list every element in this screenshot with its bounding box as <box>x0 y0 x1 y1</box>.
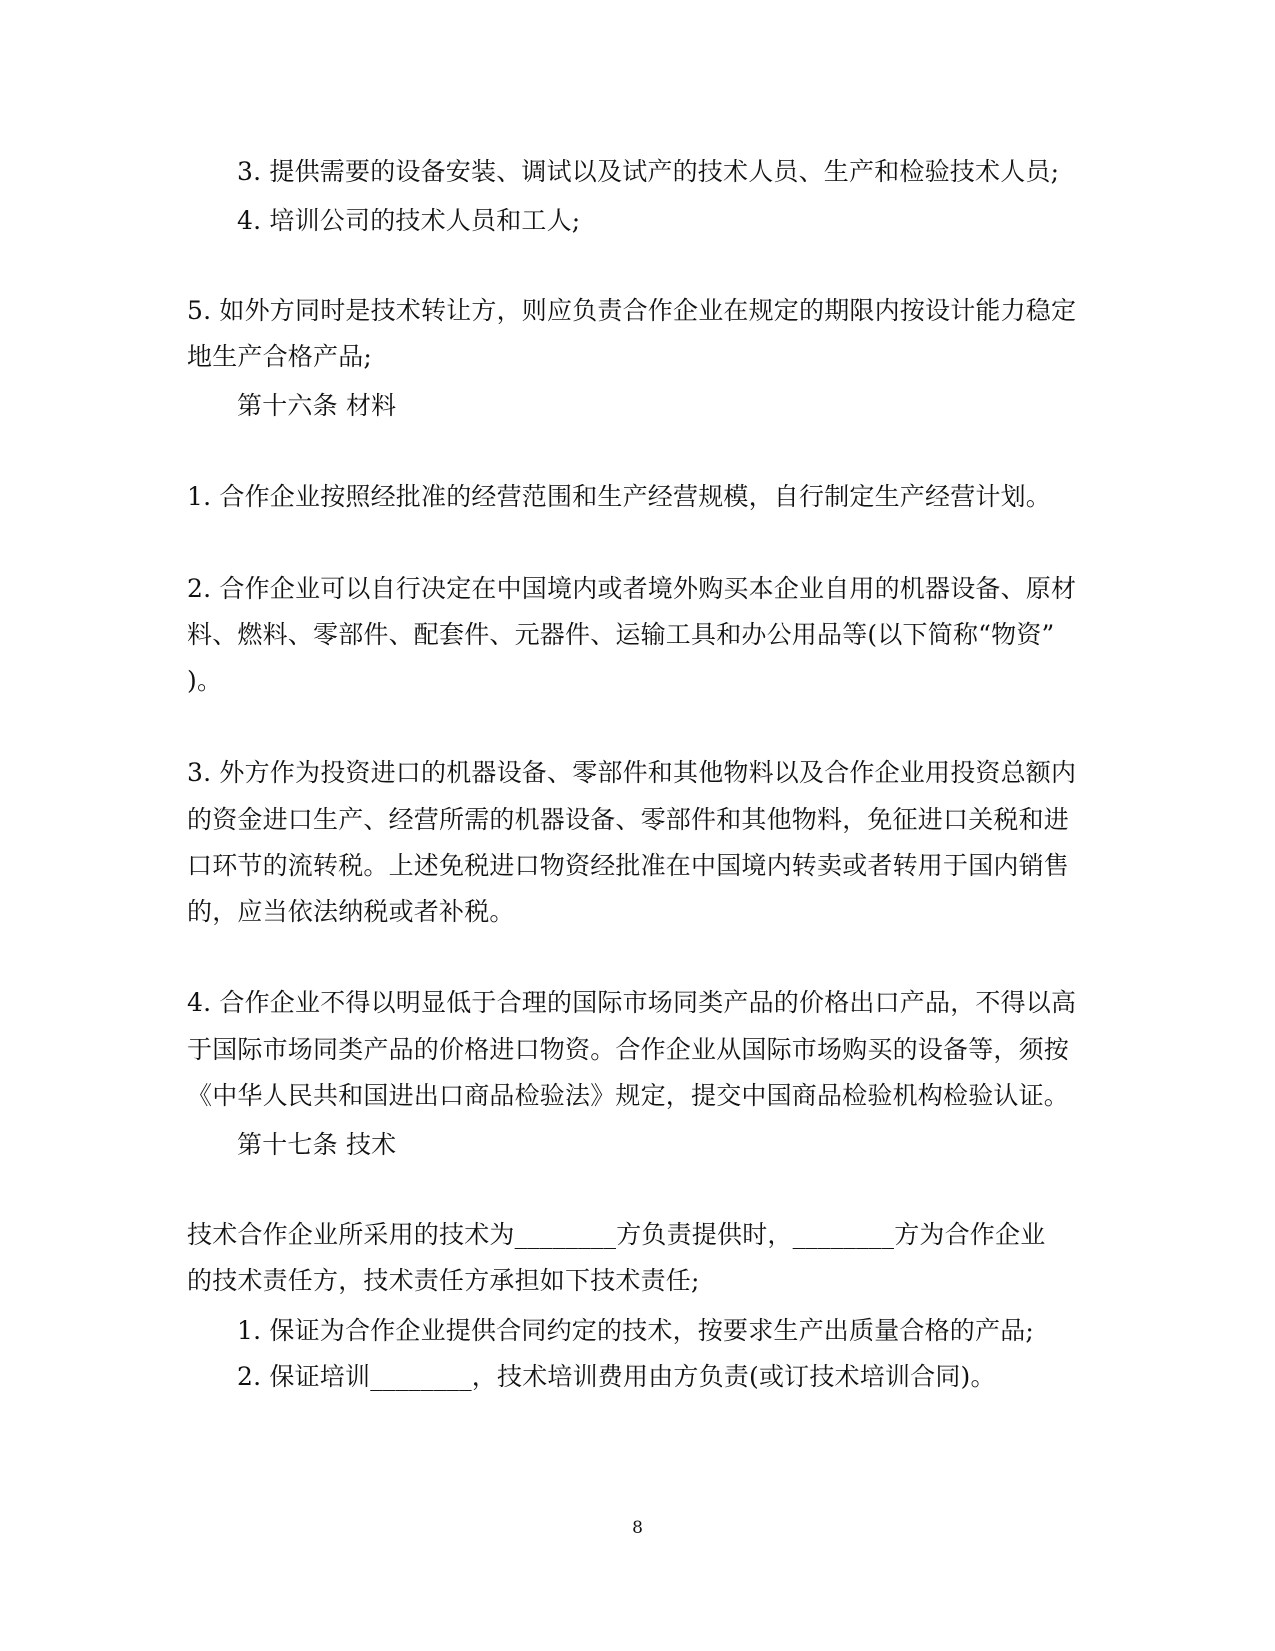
text-line: 4. 培训公司的技术人员和工人; <box>237 206 581 235</box>
text-line: 2. 合作企业可以自行决定在中国境内或者境外购买本企业自用的机器设备、原材 <box>187 574 1077 603</box>
section-heading: 第十七条 技术 <box>237 1130 397 1159</box>
text-line: 于国际市场同类产品的价格进口物资。合作企业从国际市场购买的设备等，须按 <box>187 1035 1070 1064</box>
text-line: 5. 如外方同时是技术转让方，则应负责合作企业在规定的期限内按设计能力稳定 <box>187 296 1077 325</box>
text-line: 的资金进口生产、经营所需的机器设备、零部件和其他物料，免征进口关税和进 <box>187 805 1070 834</box>
text-line: 1. 合作企业按照经批准的经营范围和生产经营规模，自行制定生产经营计划。 <box>187 482 1052 511</box>
text-line: 料、燃料、零部件、配套件、元器件、运输工具和办公用品等(以下简称“物资” <box>187 620 1055 649</box>
text-line: 技术合作企业所采用的技术为________方负责提供时，________方为合作企业 <box>187 1220 1046 1249</box>
page-number: 8 <box>632 1518 643 1538</box>
text-line: 4. 合作企业不得以明显低于合理的国际市场同类产品的价格出口产品，不得以高 <box>187 988 1077 1017</box>
text-line: 地生产合格产品; <box>187 342 373 371</box>
text-line: )。 <box>187 666 223 695</box>
text-line: 3. 提供需要的设备安装、调试以及试产的技术人员、生产和检验技术人员; <box>237 157 1060 186</box>
text-line: 3. 外方作为投资进口的机器设备、零部件和其他物料以及合作企业用投资总额内 <box>187 758 1077 787</box>
section-heading: 第十六条 材料 <box>237 391 397 420</box>
text-line: 2. 保证培训________，技术培训费用由方负责(或订技术培训合同)。 <box>237 1362 996 1391</box>
text-line: 口环节的流转税。上述免税进口物资经批准在中国境内转卖或者转用于国内销售 <box>187 851 1070 880</box>
text-line: 的，应当依法纳税或者补税。 <box>187 897 515 926</box>
text-line: 1. 保证为合作企业提供合同约定的技术，按要求生产出质量合格的产品; <box>237 1316 1035 1345</box>
text-line: 的技术责任方，技术责任方承担如下技术责任; <box>187 1266 700 1295</box>
text-line: 《中华人民共和国进出口商品检验法》规定，提交中国商品检验机构检验认证。 <box>187 1081 1070 1110</box>
